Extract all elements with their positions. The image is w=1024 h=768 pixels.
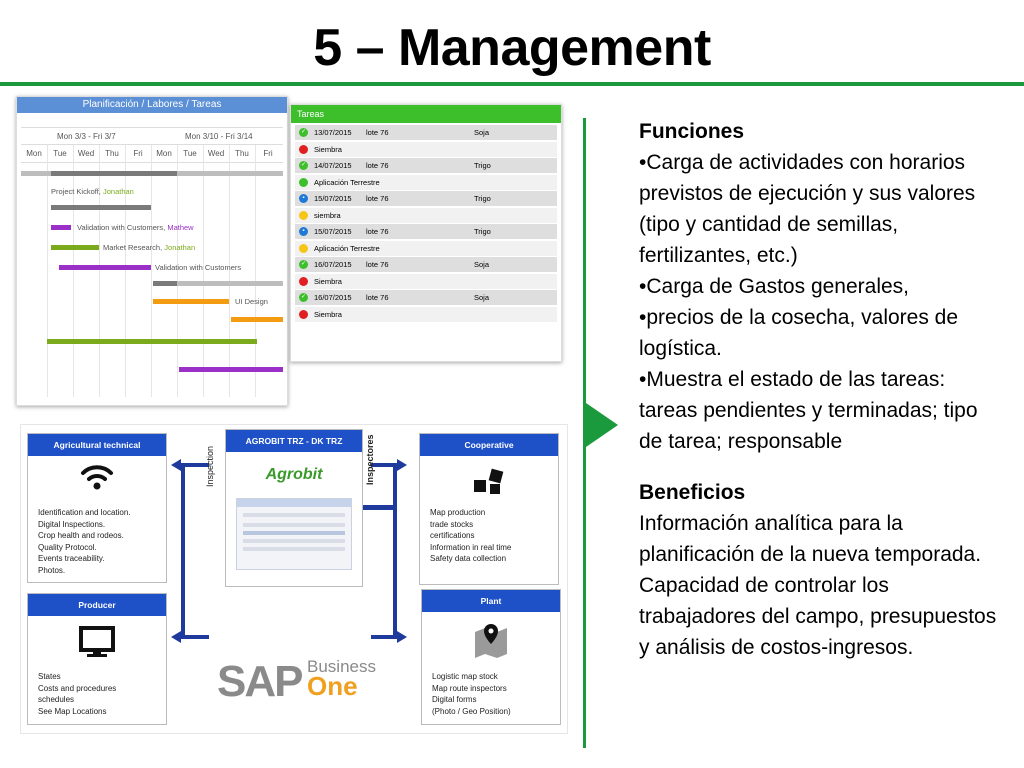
gantt-day: Tue — [183, 149, 197, 158]
box-title: Producer — [28, 594, 166, 616]
task-crop: Trigo — [474, 227, 491, 236]
gantt-panel — [16, 96, 288, 406]
box-line: certifications — [430, 531, 475, 540]
gantt-task-bar — [51, 205, 151, 210]
connector-left — [181, 463, 185, 639]
agrobit-logo: Agrobit — [265, 466, 323, 483]
task-crop: Trigo — [474, 194, 491, 203]
task-row[interactable] — [295, 290, 557, 305]
box-line: trade stocks — [430, 519, 474, 529]
task-lot: lote 76 — [366, 194, 389, 203]
inspection-label: Inspection — [205, 445, 215, 487]
gantt-day: Mon — [156, 149, 172, 158]
task-subrow — [295, 307, 557, 322]
title-underline — [0, 82, 1024, 86]
box-line: Costs and procedures — [38, 683, 117, 693]
task-subrow — [295, 142, 557, 157]
gantt-day: Fri — [133, 149, 143, 158]
arrow-icon — [397, 631, 407, 643]
task-type: Siembra — [314, 310, 342, 319]
gantt-summary-progress — [51, 171, 177, 176]
gantt-week-row — [21, 127, 283, 145]
box-line: Crop health and rodeos. — [38, 531, 124, 540]
funciones-item: •precios de la cosecha, valores de logística. — [639, 306, 959, 360]
triangle-arrow-icon — [586, 403, 618, 447]
box-line: Map route inspectors — [432, 683, 507, 693]
check-icon: ✓ — [300, 294, 307, 300]
producer-box — [27, 593, 167, 725]
box-title: AGROBIT TRZ - DK TRZ — [226, 430, 362, 452]
box-line: Digital Inspections. — [38, 519, 106, 529]
check-icon: ✓ — [300, 162, 307, 168]
inspectores-label: Inspectores — [365, 434, 375, 485]
gantt-task-label: Validation with Customers, Mathew — [77, 223, 194, 232]
task-row[interactable] — [295, 125, 557, 140]
gantt-day: Mon — [26, 149, 42, 158]
box-line: Events traceability. — [38, 554, 105, 563]
box-line: Digital forms — [432, 695, 477, 704]
box-line: Map production — [430, 508, 486, 517]
calendar-icon: ▪ — [299, 227, 308, 236]
tareas-header: Tareas — [291, 105, 561, 123]
task-date: 13/07/2015 — [314, 128, 352, 137]
gantt-task-bar — [47, 339, 257, 344]
task-subrow — [295, 175, 557, 190]
gantt-day-row — [21, 145, 283, 163]
check-icon: ✓ — [300, 261, 307, 267]
task-crop: Trigo — [474, 161, 491, 170]
gantt-task-label: Project Kickoff, Jonathan — [51, 187, 134, 196]
check-icon: ✓ — [300, 129, 307, 135]
task-lot: lote 76 — [366, 260, 389, 269]
gantt-task-label: Market Research, Jonathan — [103, 243, 196, 252]
arrow-icon — [171, 459, 181, 471]
content-text — [639, 116, 999, 663]
task-row[interactable] — [295, 191, 557, 206]
box-line: States — [38, 672, 61, 681]
gantt-day: Thu — [105, 149, 119, 158]
box-line: Photos. — [38, 565, 66, 575]
box-line: (Photo / Geo Position) — [432, 706, 511, 716]
task-subrow — [295, 274, 557, 289]
gantt-day: Wed — [207, 149, 225, 158]
task-lot: lote 76 — [366, 128, 389, 137]
task-date: 15/07/2015 — [314, 227, 352, 236]
status-dot-icon — [299, 145, 308, 154]
wifi-icon — [28, 462, 166, 503]
agricultural-technical-box — [27, 433, 167, 583]
arrow-icon — [397, 459, 407, 471]
task-subrow — [295, 241, 557, 256]
architecture-diagram — [20, 424, 568, 734]
status-dot-icon — [299, 244, 308, 253]
gantt-header: Planificación / Labores / Tareas — [17, 97, 287, 113]
task-subrow — [295, 208, 557, 223]
gantt-task-label: UI Design — [235, 297, 268, 306]
status-dot-icon — [299, 178, 308, 187]
gantt-task-bar — [153, 299, 229, 304]
box-title: Plant — [422, 590, 560, 612]
gantt-task-bar — [59, 265, 151, 270]
task-date: 16/07/2015 — [314, 293, 352, 302]
funciones-item: •Carga de Gastos generales, — [639, 275, 910, 298]
box-line: See Map Locations — [38, 706, 107, 716]
screenshot-thumbnail — [236, 498, 352, 570]
task-crop: Soja — [474, 293, 490, 302]
funciones-item: •Muestra el estado de las tareas: tareas pendientes y terminadas; tipo de tarea; responsable — [639, 368, 978, 453]
gantt-task-bar — [179, 367, 283, 372]
task-row[interactable] — [295, 224, 557, 239]
cooperative-box — [419, 433, 559, 585]
slide-title: 5 – Management — [313, 19, 711, 77]
gantt-day: Thu — [235, 149, 249, 158]
tareas-panel — [290, 104, 562, 362]
box-line: Quality Protocol. — [38, 542, 97, 552]
box-line: Logistic map stock — [432, 672, 498, 681]
calendar-icon: ▪ — [299, 194, 308, 203]
task-type: Siembra — [314, 145, 342, 154]
task-row[interactable] — [295, 158, 557, 173]
gantt-day: Wed — [77, 149, 95, 158]
beneficios-item: Información analítica para la planificación de la nueva temporada. — [639, 512, 982, 566]
box-title: Cooperative — [420, 434, 558, 456]
beneficios-heading: Beneficios — [639, 481, 746, 504]
task-crop: Soja — [474, 260, 490, 269]
status-dot-icon — [299, 211, 308, 220]
box-line: schedules — [38, 695, 75, 704]
gantt-week-2: Mon 3/10 - Fri 3/14 — [185, 132, 253, 141]
box-line: Safety data collection — [430, 554, 507, 563]
task-type: Aplicación Terrestre — [314, 244, 380, 253]
gantt-task-bar — [51, 245, 99, 250]
task-crop: Soja — [474, 128, 490, 137]
task-lot: lote 76 — [366, 161, 389, 170]
sap-business-one-logo: SAP Business One — [217, 657, 376, 706]
box-line: Information in real time — [430, 542, 512, 552]
task-row[interactable] — [295, 257, 557, 272]
status-dot-icon — [299, 277, 308, 286]
plant-box — [421, 589, 561, 725]
task-type: siembra — [314, 211, 341, 220]
funciones-heading: Funciones — [639, 120, 745, 143]
map-pin-icon — [422, 620, 560, 665]
gantt-task-bar — [231, 317, 283, 322]
task-lot: lote 76 — [366, 293, 389, 302]
task-type: Aplicación Terrestre — [314, 178, 380, 187]
gantt-task-label: Validation with Customers — [155, 263, 242, 272]
gantt-day: Tue — [53, 149, 67, 158]
gantt-task-bar — [51, 225, 71, 230]
task-date: 15/07/2015 — [314, 194, 352, 203]
task-lot: lote 76 — [366, 227, 389, 236]
task-date: 16/07/2015 — [314, 260, 352, 269]
task-type: Siembra — [314, 277, 342, 286]
gantt-day: Fri — [263, 149, 273, 158]
status-dot-icon — [299, 310, 308, 319]
monitor-icon — [28, 626, 166, 663]
box-line: Identification and location. — [38, 508, 131, 517]
funciones-item: •Carga de actividades con horarios previstos de ejecución y sus valores (tipo y cantidad de semillas, fertilizantes, etc.) — [639, 151, 976, 267]
beneficios-item: Capacidad de controlar los trabajadores del campo, presupuestos y análisis de costos-ingresos. — [639, 574, 997, 659]
connector-right — [393, 463, 397, 639]
agrobit-box — [225, 429, 363, 587]
gantt-summary-progress — [153, 281, 177, 286]
box-title: Agricultural technical — [28, 434, 166, 456]
arrow-icon — [171, 631, 181, 643]
gantt-week-1: Mon 3/3 - Fri 3/7 — [57, 132, 116, 141]
task-date: 14/07/2015 — [314, 161, 352, 170]
cubes-icon — [420, 466, 558, 501]
